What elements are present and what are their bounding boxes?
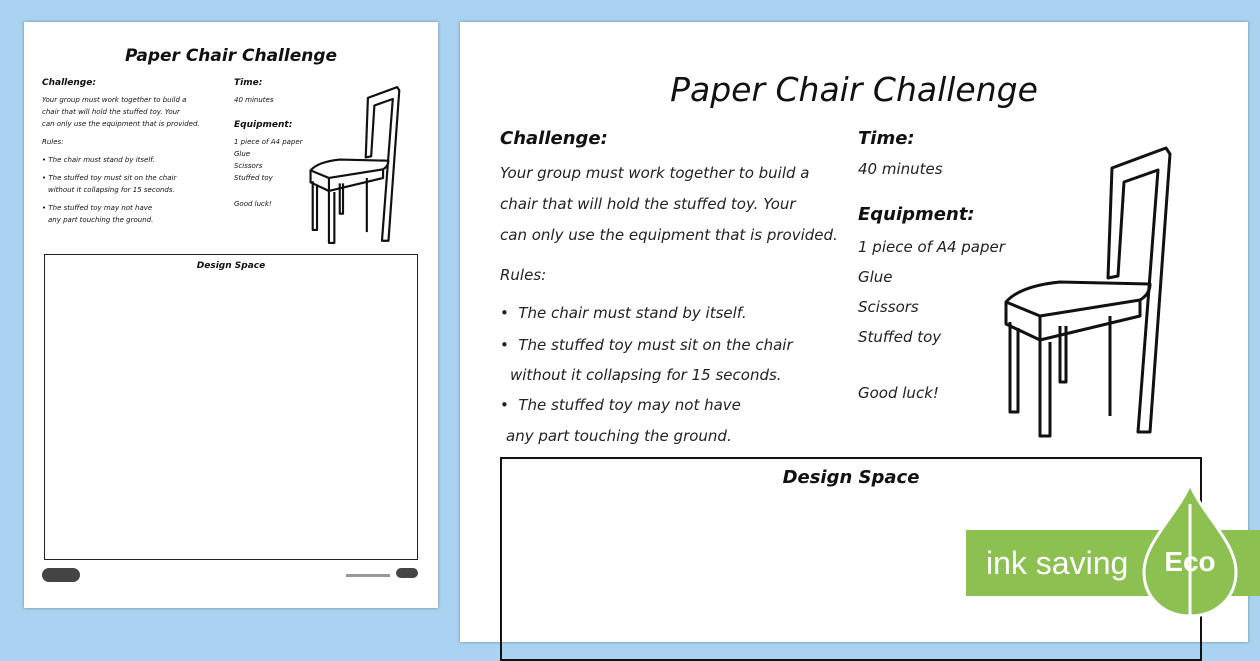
thumbnail-rule: • The stuffed toy may not have [42, 204, 153, 212]
thumbnail-equipment-item: Scissors [234, 162, 263, 170]
equipment-item: Glue [858, 268, 893, 286]
equipment-heading: Equipment: [858, 204, 975, 225]
worksheet-title: Paper Chair Challenge [670, 70, 1038, 109]
thumbnail-design-space-label: Design Space [196, 261, 266, 271]
rule-item-cont: any part touching the ground. [506, 427, 732, 445]
thumbnail-closing: Good luck! [234, 200, 272, 208]
footer-url-mark [346, 574, 390, 577]
thumbnail-rule-cont: without it collapsing for 15 seconds. [48, 186, 175, 194]
thumbnail-rule: • The chair must stand by itself. [42, 156, 155, 164]
chair-illustration [306, 86, 406, 244]
ink-saving-text: ink saving [986, 545, 1129, 581]
rule-item-cont: without it collapsing for 15 seconds. [510, 366, 782, 384]
thumbnail-equipment-item: 1 piece of A4 paper [234, 138, 303, 146]
thumbnail-rules-heading: Rules: [42, 138, 64, 146]
challenge-line: can only use the equipment that is provided. [500, 226, 838, 244]
closing-note: Good luck! [858, 384, 939, 402]
design-space-label: Design Space [782, 467, 920, 488]
challenge-heading: Challenge: [500, 128, 608, 149]
thumbnail-rule: • The stuffed toy must sit on the chair [42, 174, 177, 182]
publisher-logo [42, 568, 80, 582]
rules-heading: Rules: [500, 266, 547, 284]
thumbnail-design-space [44, 254, 418, 560]
equipment-item: Scissors [858, 298, 919, 316]
thumbnail-challenge-line: chair that will hold the stuffed toy. Your [42, 108, 180, 116]
publisher-logo-small [396, 568, 418, 578]
thumbnail-title: Paper Chair Challenge [124, 46, 338, 66]
time-heading: Time: [858, 128, 915, 149]
chair-illustration [1000, 146, 1180, 438]
thumbnail-time-heading: Time: [234, 78, 263, 88]
rule-item: • The chair must stand by itself. [500, 304, 747, 322]
time-value: 40 minutes [858, 160, 943, 178]
rule-item: • The stuffed toy must sit on the chair [500, 336, 793, 354]
worksheet-thumbnail [24, 22, 438, 608]
rule-item: • The stuffed toy may not have [500, 396, 741, 414]
eco-label: Eco [1164, 546, 1216, 577]
equipment-item: Stuffed toy [858, 328, 942, 346]
challenge-line: chair that will hold the stuffed toy. Your [500, 195, 796, 213]
thumbnail-challenge-line: can only use the equipment that is provided. [42, 120, 200, 128]
equipment-item: 1 piece of A4 paper [858, 238, 1005, 256]
thumbnail-challenge-heading: Challenge: [42, 78, 96, 88]
thumbnail-challenge-line: Your group must work together to build a [42, 96, 187, 104]
thumbnail-equipment-heading: Equipment: [234, 120, 293, 130]
thumbnail-rule-cont: any part touching the ground. [48, 216, 154, 224]
challenge-line: Your group must work together to build a [500, 164, 810, 182]
thumbnail-time-value: 40 minutes [234, 96, 274, 104]
thumbnail-equipment-item: Glue [234, 150, 251, 158]
thumbnail-equipment-item: Stuffed toy [234, 174, 273, 182]
